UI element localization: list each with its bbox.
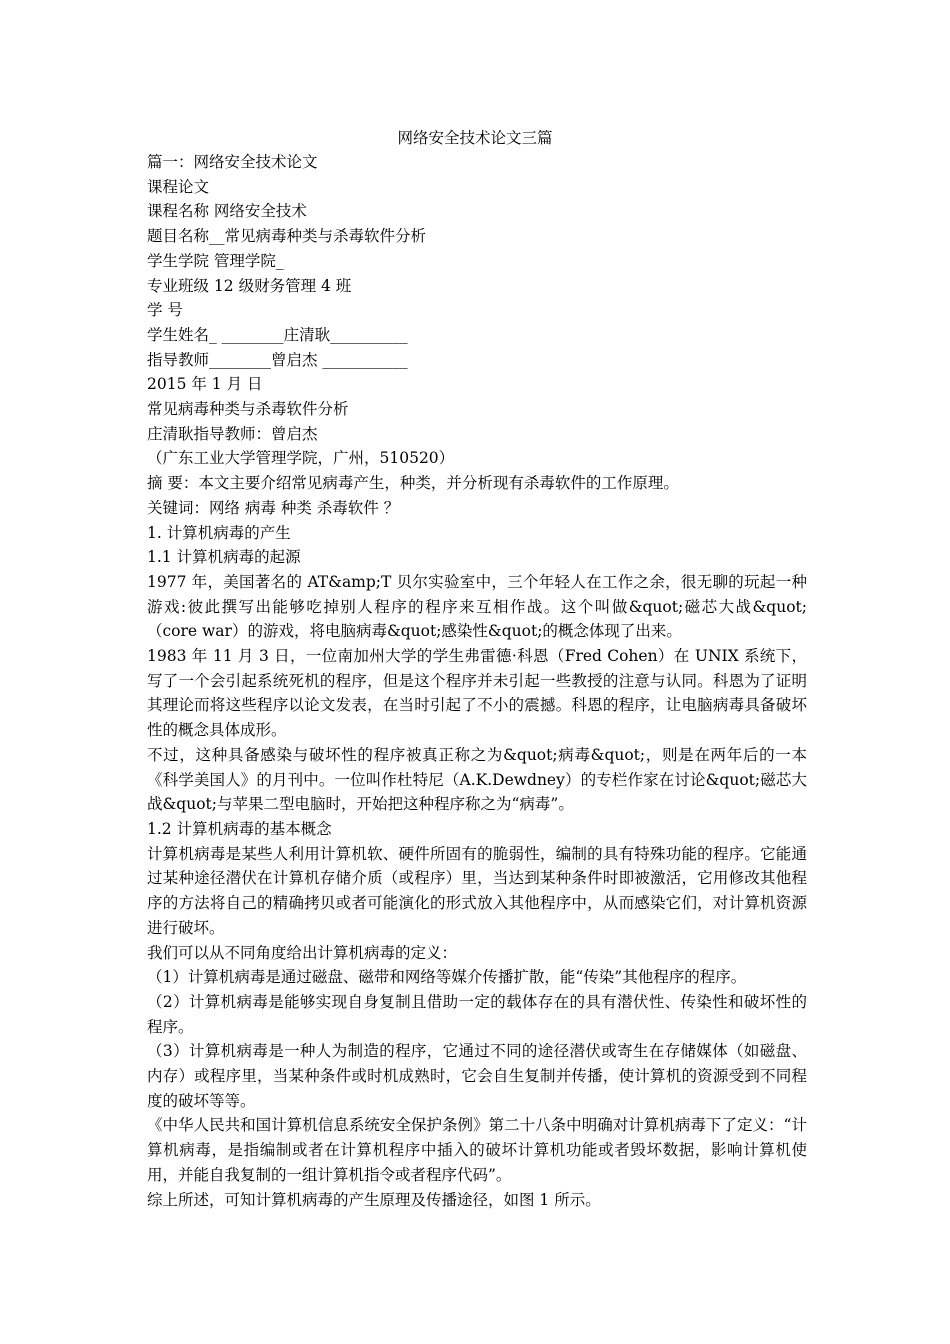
paper-type: 课程论文 bbox=[147, 177, 210, 196]
document-body bbox=[147, 150, 807, 1212]
keywords: 关键词：网络 病毒 种类 杀毒软件 ？ bbox=[147, 498, 400, 517]
definition-item: （1）计算机病毒是通过磁盘、磁带和网络等媒介传播扩散，能“传染”其他程序的程序。 bbox=[147, 968, 747, 987]
heading-1: 1. 计算机病毒的产生 bbox=[147, 523, 291, 542]
advisor: 指导教师________曾启杰 ___________ bbox=[147, 350, 408, 369]
paragraph: 我们可以从不同角度给出计算机病毒的定义： bbox=[147, 943, 458, 962]
student-college: 学生学院 管理学院_ bbox=[147, 251, 284, 270]
affiliation: （广东工业大学管理学院，广州，510520） bbox=[147, 449, 455, 468]
course-name: 课程名称 网络安全技术 bbox=[147, 202, 307, 221]
paragraph: 《中华人民共和国计算机信息系统安全保护条例》第二十八条中明确对计算机病毒下了定义：“计算机病毒，是指编制或者在计算机程序中插入的破坏计算机功能或者毁坏数据，影响计算机使用，并能自我复制的一组计算机指令或者程序代码”。 bbox=[147, 1116, 807, 1184]
paper-title: 常见病毒种类与杀毒软件分析 bbox=[147, 400, 349, 419]
paragraph: 不过，这种具备感染与破坏性的程序被真正称之为&quot;病毒&quot;，则是在两年后的一本《科学美国人》的月刊中。一位叫作杜特尼（A.K.Dewdney）的专栏作家在讨论&quot;磁芯大战&quot;与苹果二型电脑时，开始把这种程序称之为“病毒”。 bbox=[147, 745, 807, 814]
heading-1-1: 1.1 计算机病毒的起源 bbox=[147, 548, 301, 567]
heading-1-2: 1.2 计算机病毒的基本概念 bbox=[147, 819, 332, 838]
paragraph: 1977 年，美国著名的 AT&amp;T 贝尔实验室中，三个年轻人在工作之余，很无聊的玩起一种游戏:彼此撰写出能够吃掉别人程序的程序来互相作战。这个叫做&quot;磁芯大战&quot;（core war）的游戏，将电脑病毒&quot;感染性&quot;的概念体现了出来。 bbox=[147, 572, 807, 641]
student-name: 学生姓名_ ________庄清耿__________ bbox=[147, 325, 408, 344]
date: 2015 年 1 月 日 bbox=[147, 375, 263, 394]
student-id: 学 号 bbox=[147, 301, 183, 320]
topic-name: 题目名称__常见病毒种类与杀毒软件分析 bbox=[147, 227, 427, 246]
document-title: 网络安全技术论文三篇 bbox=[397, 129, 553, 147]
definition-item: （3）计算机病毒是一种人为制造的程序，它通过不同的途径潜伏或寄生在存储媒体（如磁盘、内存）或程序里，当某种条件或时机成熟时，它会自生复制并传播，使计算机的资源受到不同程度的破坏等等。 bbox=[147, 1042, 807, 1110]
definition-item: （2）计算机病毒是能够实现自身复制且借助一定的载体存在的具有潜伏性、传染性和破坏性的程序。 bbox=[147, 992, 807, 1036]
paragraph: 1983 年 11 月 3 日，一位南加州大学的学生弗雷德·科恩（Fred Cohen）在 UNIX 系统下，写了一个会引起系统死机的程序，但是这个程序并未引起一些教授的注意与认同。科恩为了证明其理论而将这些程序以论文发表，在当时引起了不小的震撼。科恩的程序，让电脑病毒具备破坏性的概念具体成形。 bbox=[147, 647, 807, 740]
section-heading: 篇一：网络安全技术论文 bbox=[147, 153, 318, 171]
paragraph: 计算机病毒是某些人利用计算机软、硬件所固有的脆弱性，编制的具有特殊功能的程序。它能通过某种途径潜伏在计算机存储介质（或程序）里，当达到某种条件时即被激活，它用修改其他程序的方法将自己的精确拷贝或者可能演化的形式放入其他程序中，从而感染它们，对计算机资源进行破坏。 bbox=[147, 844, 807, 937]
abstract: 摘 要：本文主要介绍常见病毒产生，种类，并分析现有杀毒软件的工作原理。 bbox=[147, 474, 679, 493]
major-class: 专业班级 12 级财务管理 4 班 bbox=[147, 276, 352, 295]
author-line: 庄清耿指导教师：曾启杰 bbox=[147, 424, 318, 443]
paragraph: 综上所述，可知计算机病毒的产生原理及传播途径，如图 1 所示。 bbox=[147, 1190, 601, 1209]
